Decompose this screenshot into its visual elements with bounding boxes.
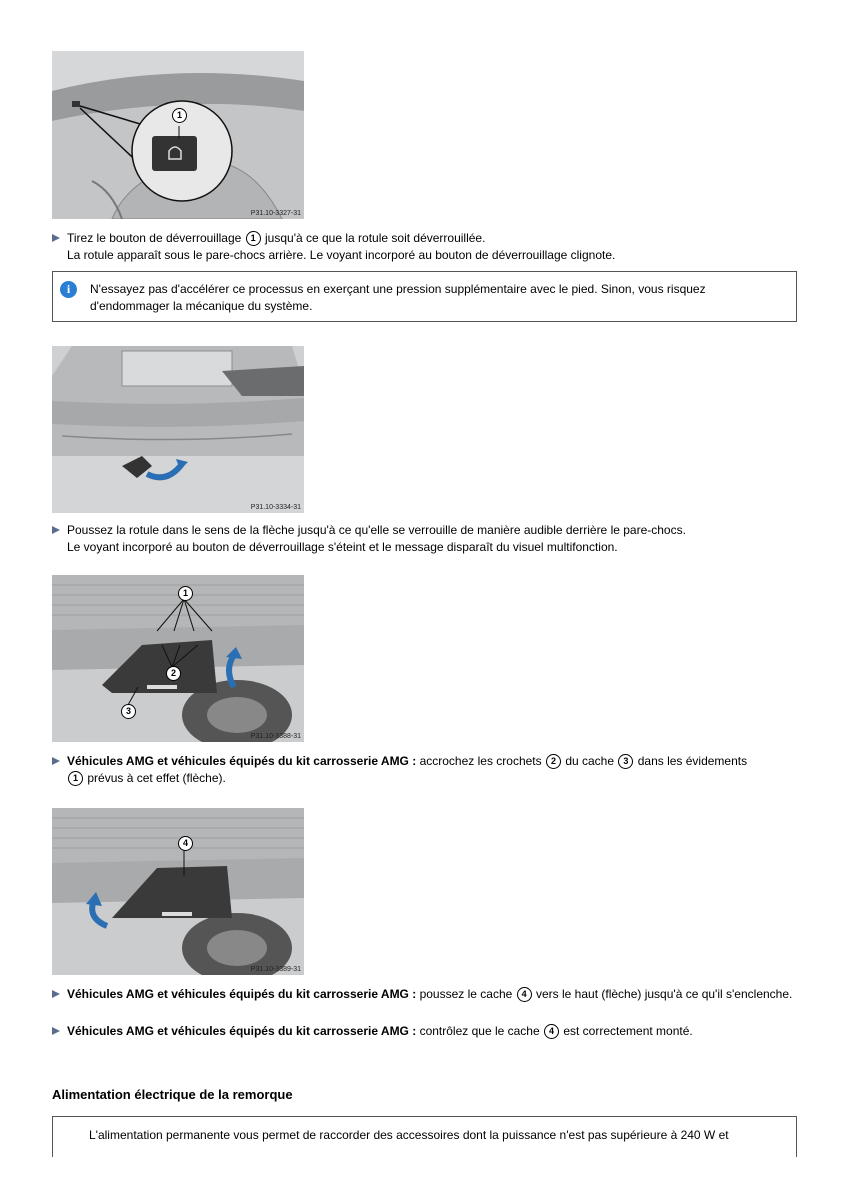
figure-code: P31.10-3388-31 — [250, 733, 301, 740]
section-box — [52, 1116, 797, 1157]
figure-cover-hooks — [52, 575, 304, 742]
ref-callout: 1 — [68, 771, 83, 786]
ref-callout: 2 — [546, 754, 561, 769]
note-text: N'essayez pas d'accélérer ce processus en exerçant une pression supplémentaire avec le pied. Sinon, vous risquez d'endommager la mécanique du système. — [90, 282, 706, 313]
section-title: Alimentation électrique de la remorque — [52, 1087, 293, 1102]
figure-ball-swivel — [52, 346, 304, 513]
bullet-arrow-icon — [52, 990, 60, 998]
callout-1: 1 — [172, 108, 187, 123]
bullet-arrow-icon — [52, 234, 60, 242]
step-hook-cover: Véhicules AMG et véhicules équipés du kit carrosserie AMG : accrochez les crochets 2 du cache 3 dans les évidements 1 prévus à cet effet (flèche). — [52, 753, 797, 787]
callout-4: 4 — [178, 836, 193, 851]
figure-cover-push — [52, 808, 304, 975]
info-note — [52, 271, 797, 322]
step-check-cover: Véhicules AMG et véhicules équipés du kit carrosserie AMG : contrôlez que le cache 4 est correctement monté. — [52, 1023, 797, 1040]
info-icon: i — [60, 281, 77, 298]
bullet-arrow-icon — [52, 526, 60, 534]
callout-3: 3 — [121, 704, 136, 719]
step-push-ball: Poussez la rotule dans le sens de la flèche jusqu'à ce qu'elle se verrouille de manière audible derrière le pare-chocs. Le voyant incorporé au bouton de déverrouillage s'éteint et le message disparaît du visuel multifonction. — [52, 522, 797, 556]
callout-1: 1 — [178, 586, 193, 601]
ref-callout: 3 — [618, 754, 633, 769]
ref-callout: 1 — [246, 231, 261, 246]
ref-callout: 4 — [544, 1024, 559, 1039]
bullet-arrow-icon — [52, 1027, 60, 1035]
figure-code: P31.10-3327-31 — [250, 210, 301, 217]
figure-unlock-button — [52, 51, 304, 219]
step-pull-unlock: Tirez le bouton de déverrouillage 1 jusqu'à ce que la rotule soit déverrouillée. La rotule apparaît sous le pare-chocs arrière. Le voyant incorporé au bouton de déverrouillage clignote. — [52, 230, 797, 264]
bullet-arrow-icon — [52, 757, 60, 765]
figure-code: P31.10-3334-31 — [250, 504, 301, 511]
section-text: L'alimentation permanente vous permet de raccorder des accessoires dont la puissance n'est pas supérieure à 240 W et — [89, 1128, 729, 1142]
ref-callout: 4 — [517, 987, 532, 1002]
step-push-cover: Véhicules AMG et véhicules équipés du kit carrosserie AMG : poussez le cache 4 vers le haut (flèche) jusqu'à ce qu'il s'enclenche. — [52, 986, 797, 1003]
callout-2: 2 — [166, 666, 181, 681]
figure-code: P31.10-3389-31 — [250, 966, 301, 973]
